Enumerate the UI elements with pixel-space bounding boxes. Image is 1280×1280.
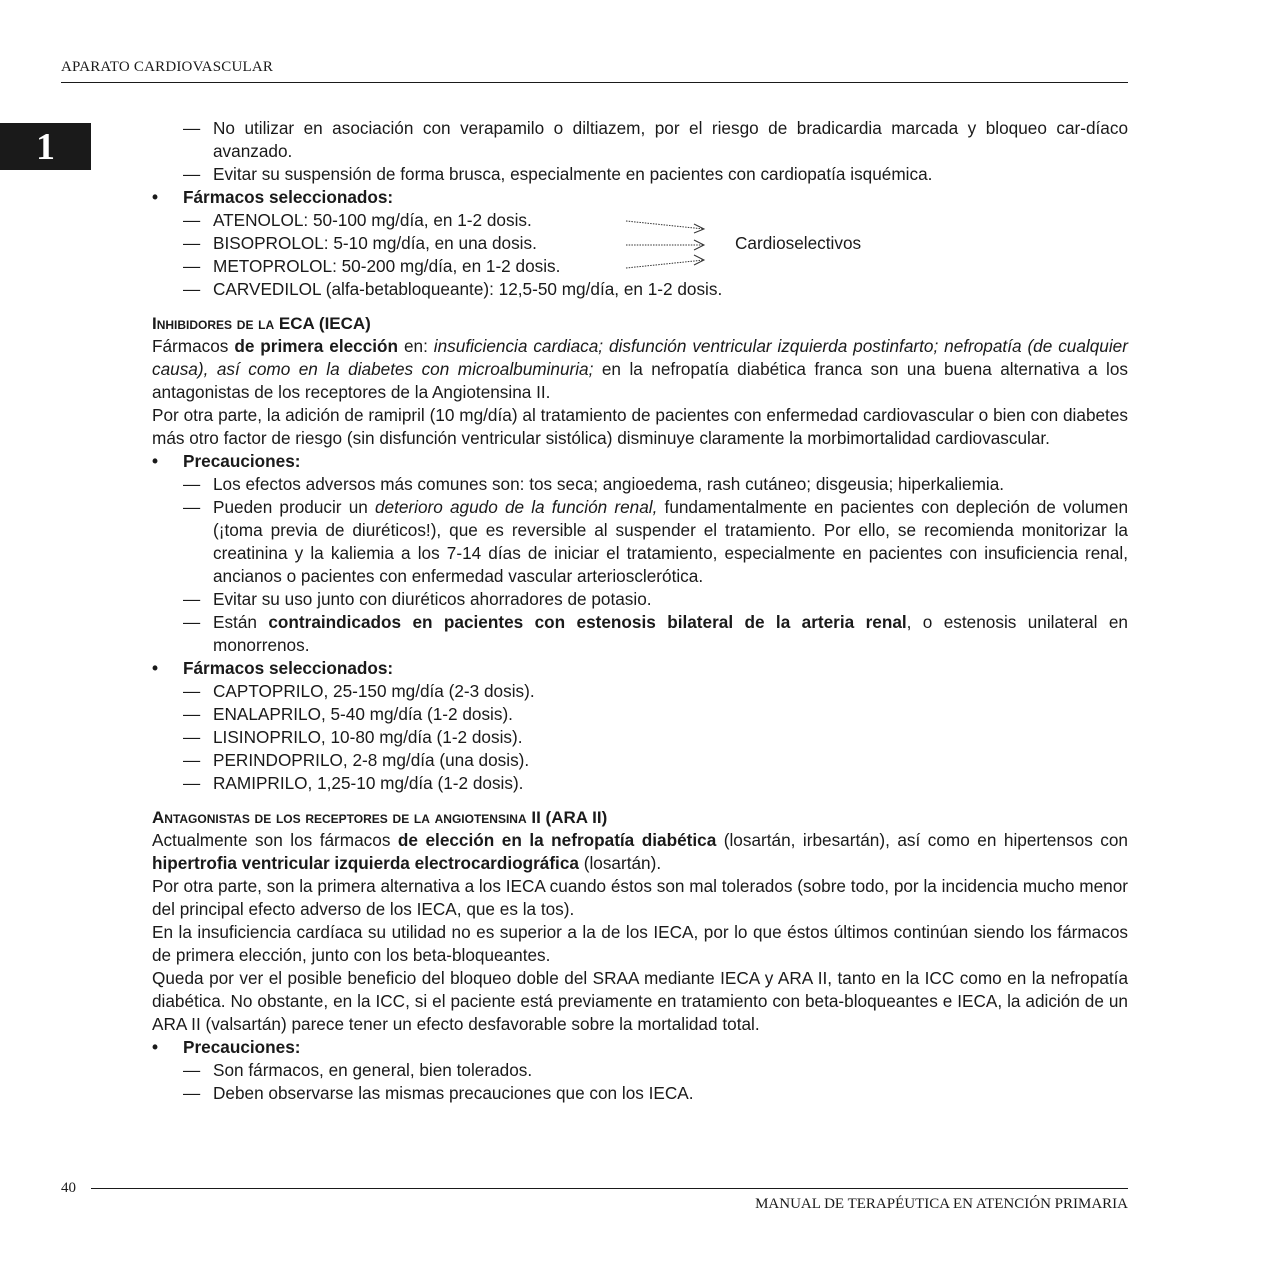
dash-marker: — (183, 164, 201, 184)
beta-drug-bisoprolol: — BISOPROLOL: 5-10 mg/día, en una dosis. (183, 233, 537, 253)
beta-caution-2: — Evitar su suspensión de forma brusca, especialmente en pacientes con cardiopatía isquémica. (183, 164, 933, 184)
beta-drug-metoprolol: — METOPROLOL: 50-200 mg/día, en 1-2 dosis. (183, 256, 561, 276)
ieca-paragraph-2: Por otra parte, la adición de ramipril (10 mg/día) al tratamiento de pacientes con enfermedad cardiovascular o bien con diabetes más otro factor de riesgo (sin disfunción ventricular sistólica) disminuye claramente la morbimortalidad cardiovascular. (152, 405, 1128, 448)
cardioselective-arrows (624, 215, 714, 275)
ieca-precaution-3: — Evitar su uso junto con diuréticos ahorradores de potasio. (183, 589, 652, 609)
ieca-precaution-4: — Están contraindicados en pacientes con estenosis bilateral de la arteria renal, o estenosis unilateral en monorrenos. (183, 612, 1128, 655)
ieca-drug-ramiprilo: — RAMIPRILO, 1,25-10 mg/día (1-2 dosis). (183, 773, 524, 793)
beta-drug-atenolol: — ATENOLOL: 50-100 mg/día, en 1-2 dosis. (183, 210, 532, 230)
ara-paragraph-3: En la insuficiencia cardíaca su utilidad no es superior a la de los IECA, por lo que éstos últimos continúan siendo los fármacos de primera elección, junto con los beta-bloqueantes. (152, 922, 1128, 965)
ieca-drug-captoprilo: — CAPTOPRILO, 25-150 mg/día (2-3 dosis). (183, 681, 535, 701)
ieca-drug-perindoprilo: — PERINDOPRILO, 2-8 mg/día (una dosis). (183, 750, 530, 770)
ieca-precautions-heading: • Precauciones: (152, 451, 301, 471)
bullet-marker: • (152, 187, 159, 207)
ara-precautions-heading: • Precauciones: (152, 1037, 301, 1057)
running-head: APARATO CARDIOVASCULAR (61, 59, 274, 75)
beta-caution-1: — No utilizar en asociación con verapamilo o diltiazem, por el riesgo de bradicardia marcada y bloqueo car-díaco avanzado. (183, 118, 1128, 161)
ara-precaution-2: — Deben observarse las mismas precauciones que con los IECA. (183, 1083, 694, 1103)
ieca-paragraph-1: Fármacos de primera elección en: insuficiencia cardiaca; disfunción ventricular izquierda postinfarto; nefropatía (de cualquier causa), así como en la diabetes con microalbuminuria; en la nefropatía diabética franca son una buena alternativa a los antagonistas de los receptores de la Angiotensina II. (152, 336, 1128, 402)
ieca-drug-enalaprilo: — ENALAPRILO, 5-40 mg/día (1-2 dosis). (183, 704, 513, 724)
ara-paragraph-2: Por otra parte, son la primera alternativa a los IECA cuando éstos son mal tolerados (sobre todo, por la incidencia mucho menor del principal efecto adverso de los IECA, que es la tos). (152, 876, 1128, 919)
header-rule (61, 82, 1128, 83)
section-heading-ieca: Inhibidores de la ECA (IECA) (152, 314, 371, 333)
ara-precaution-1: — Son fármacos, en general, bien tolerados. (183, 1060, 533, 1080)
ara-paragraph-4: Queda por ver el posible beneficio del bloqueo doble del SRAA mediante IECA y ARA II, tanto en la ICC como en la nefropatía diabética. No obstante, en la ICC, si el paciente está previamente en tratamiento con beta-bloqueantes e IECA, la adición de un ARA II (valsartán) parece tener un efecto desfavorable sobre la mortalidad total. (152, 968, 1128, 1034)
beta-drug-carvedilol: — CARVEDILOL (alfa-betabloqueante): 12,5-50 mg/día, en 1-2 dosis. (183, 279, 723, 299)
page-body (152, 117, 1128, 1105)
cardioselective-label: Cardioselectivos (735, 233, 862, 253)
chapter-number-tab: 1 (0, 123, 91, 170)
ieca-drug-lisinoprilo: — LISINOPRILO, 10-80 mg/día (1-2 dosis). (183, 727, 523, 747)
page-number: 40 (61, 1180, 76, 1196)
ara-paragraph-1: Actualmente son los fármacos de elección en la nefropatía diabética (losartán, irbesartán), así como en hipertensos con hipertrofia ventricular izquierda electrocardiográfica (losartán). (152, 830, 1128, 873)
ieca-precaution-2: — Pueden producir un deterioro agudo de la función renal, fundamentalmente en pacientes con depleción de volumen (¡toma previa de diuréticos!), que es reversible al suspender el tratamiento. Por ello, se recomienda monitorizar la creatinina y la kaliemia a los 7-14 días de iniciar el tratamiento, especialmente en pacientes con insuficiencia renal, ancianos o pacientes con enfermedad vascular arteriosclerótica. (183, 497, 1128, 586)
running-foot: MANUAL DE TERAPÉUTICA EN ATENCIÓN PRIMARIA (755, 1196, 1128, 1212)
ieca-selected-heading: • Fármacos seleccionados: (152, 658, 394, 678)
beta-selected-heading: • Fármacos seleccionados: (152, 187, 394, 207)
footer-rule (91, 1188, 1128, 1189)
ieca-precaution-1: — Los efectos adversos más comunes son: tos seca; angioedema, rash cutáneo; disgeusia; hiperkaliemia. (183, 474, 1005, 494)
section-heading-ara: Antagonistas de los receptores de la angiotensina II (ARA II) (152, 808, 608, 827)
dash-marker: — (183, 118, 201, 138)
